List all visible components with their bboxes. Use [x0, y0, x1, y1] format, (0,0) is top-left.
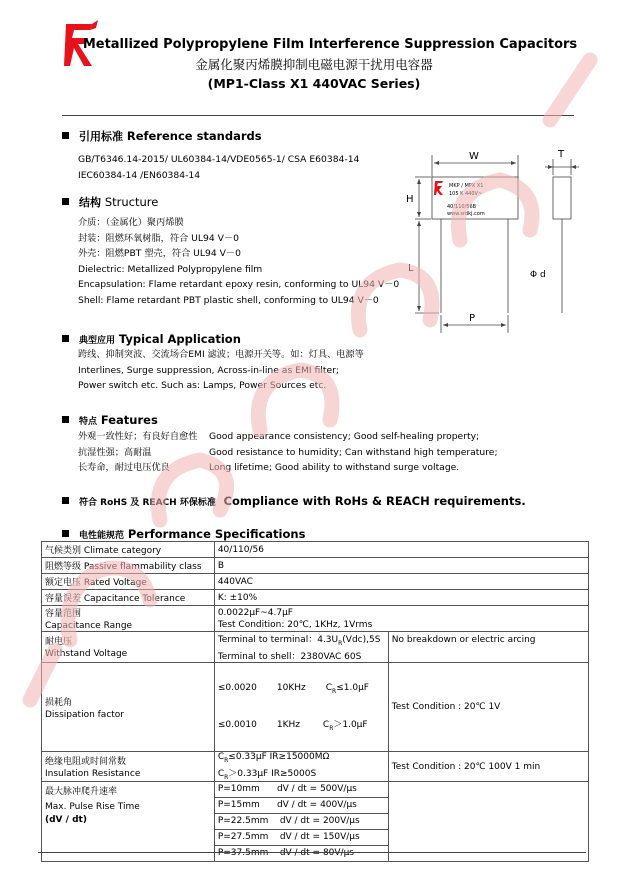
- table-row: 耐电压 Withstand Voltage Terminal to terminal：$4.3U_R(Vdc),5S$ Terminal to shell：2380VAC 60S No breakdown or electric arcing: [42, 632, 589, 663]
- label-w: W: [469, 151, 479, 162]
- svg-text:105 K 440V~: 105 K 440V~: [449, 191, 483, 197]
- table-row: 最大脉冲爬升速率 Max. Pulse Rise Time (dV / dt) P=10mm dV / dt = 500V/μs P=15mm dV / dt = 400V/μs P=22.5mm dV / dt = 200V/μs P=27.5mm dV / dt = 150V/μs P=37.5mm dV / dt = 80V/μs: [42, 781, 589, 861]
- performance-heading: 电性能规范 Performance Specifications: [62, 527, 305, 541]
- table-row: 阻燃等级 Passive flammability class B: [42, 558, 589, 574]
- table-row: 气候类别 Climate category 40/110/56: [42, 542, 589, 558]
- title-cn: 金属化聚丙烯膜抑制电磁电源干扰用电容器: [195, 57, 433, 72]
- structure-heading: 结构 Structure: [62, 194, 158, 210]
- reference-heading: 引用标准 Reference standards: [62, 128, 262, 144]
- label-d: Φ d: [530, 270, 546, 280]
- table-row: 容量范围 Capacitance Range 0.0022μF~4.7μF Test Condition: 20℃, 1KHz, 1Vrms: [42, 606, 589, 632]
- series-title: (MP1-Class X1 440VAC Series): [207, 76, 421, 91]
- capacitor-dimension-diagram: [405, 145, 590, 335]
- structure-body: 介质：（金属化）聚丙烯膜 封装：阻燃环氧树脂，符合 UL94 V－0 外壳：阻燃PBT 塑壳，符合 UL94 V－0 Dielectric: Metallized Polypropylene film Encapsulation: Flame retardant epoxy resin, conforming to UL94 V－0 Shell: Flame retardant PBT plastic shell, conforming to UL94 V－0: [78, 217, 400, 306]
- label-t: T: [558, 149, 565, 160]
- reference-body: GB/T6346.14-2015/ UL60384-14/VDE0565-1/ CSA E60384-14 IEC60384-14 /EN60384-14: [78, 154, 360, 181]
- svg-text:www.srdkj.com: www.srdkj.com: [447, 211, 485, 217]
- table-row: 损耗角 Dissipation factor ≤0.0020 10KHz $C_R\le 1.0\mu F$ ≤0.0010 1KHz $C_R>1.0\mu F$ Test Condition : 20℃ 1V: [42, 662, 589, 752]
- title-en: Metallized Polypropylene Film Interference Suppression Capacitors: [82, 37, 578, 52]
- features-cn: 外观一致性好；有良好自愈性 抗湿性强；高耐温 长寿命，耐过电压优良: [78, 431, 198, 473]
- svg-text:40/110/56B: 40/110/56B: [447, 204, 477, 210]
- application-heading: 典型应用 Typical Application: [62, 332, 241, 346]
- svg-text:MKP / MPX X1: MKP / MPX X1: [449, 183, 484, 189]
- table-row: 容量误差 Capacitance Tolerance K: ±10%: [42, 590, 589, 606]
- table-row: 额定电压 Rated Voltage 440VAC: [42, 574, 589, 590]
- features-heading: 特点 Features: [62, 413, 158, 427]
- label-l: L: [408, 263, 414, 274]
- top-divider: [62, 115, 574, 116]
- table-row: 绝缘电阻或时间常数 Insulation Resistance $C_R\le 0.33\mu F$ IR≥15000MΩ $C_R>0.33\mu F$ IR≥5000S Test Condition : 20℃ 100V 1 min: [42, 752, 589, 782]
- features-en: Good appearance consistency; Good self-healing property; Good resistance to humidity; Can withstand high temperature; Long lifetime; Good ability to withstand surge voltage.: [209, 431, 498, 473]
- application-body: 跨线、抑制突波、交流场合EMI 滤波；电源开关等。如：灯具、电源等 Interlines, Surge suppression, Across-in-line as EMI filter; Power switch etc. Such as: Lamps, Power Sources etc.: [78, 349, 364, 391]
- label-p: P: [469, 313, 476, 324]
- label-h: H: [406, 194, 414, 205]
- compliance-heading: 符合 RoHS 及 REACH 环保标准 Compliance with RoHs & REACH requirements.: [62, 494, 526, 508]
- bottom-divider: [38, 852, 586, 853]
- performance-table: [41, 541, 589, 862]
